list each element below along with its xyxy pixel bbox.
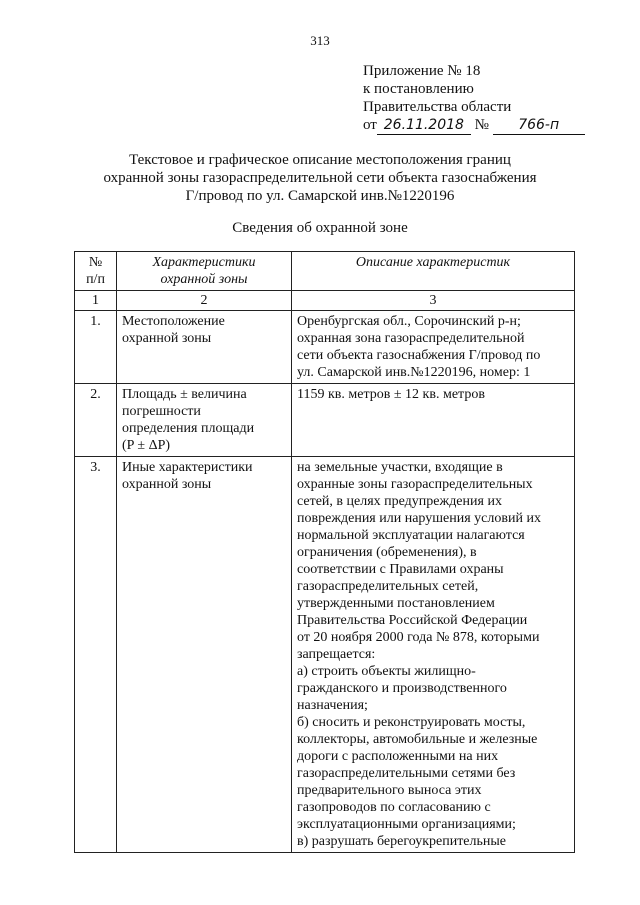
appendix-line-resolution: к постановлению bbox=[363, 81, 474, 97]
header-description bbox=[292, 252, 575, 291]
desc-line: назначения; bbox=[297, 698, 368, 713]
row-description bbox=[292, 311, 575, 384]
protected-zone-table bbox=[74, 251, 575, 853]
char-line: Площадь ± величина bbox=[122, 387, 247, 402]
desc-line: ул. Самарской инв.№1220196, номер: 1 bbox=[297, 365, 531, 380]
row-description bbox=[292, 384, 575, 457]
header-desc-text: Описание характеристик bbox=[355, 255, 511, 270]
table-row bbox=[75, 311, 575, 384]
desc-line: запрещается: bbox=[297, 647, 376, 662]
desc-line: сетей, в целях предупреждения их bbox=[297, 494, 502, 509]
document-heading bbox=[0, 151, 640, 205]
page-number: 313 bbox=[310, 33, 330, 48]
date-prefix: от bbox=[363, 117, 377, 133]
desc-line: б) сносить и реконструировать мосты, bbox=[297, 715, 526, 730]
char-line: охранной зоны bbox=[122, 331, 212, 346]
table-row bbox=[75, 457, 575, 853]
char-line: погрешности bbox=[122, 404, 201, 419]
desc-line: эксплуатационными организациями; bbox=[297, 817, 516, 832]
desc-line: газораспределительными сетями без bbox=[297, 766, 516, 781]
desc-line: предварительного выноса этих bbox=[297, 783, 482, 798]
column-number: 3 bbox=[292, 291, 575, 311]
heading-line-2: охранной зоны газораспределительной сети объекта газоснабжения bbox=[103, 170, 537, 186]
char-line: определения площади bbox=[122, 421, 255, 436]
row-characteristic bbox=[117, 384, 292, 457]
desc-line: утвержденными постановлением bbox=[297, 596, 495, 611]
header-char-line-2: охранной зоны bbox=[160, 272, 248, 287]
desc-line: гражданского и производственного bbox=[297, 681, 507, 696]
handwritten-number: 766-п bbox=[518, 117, 560, 133]
desc-line: а) строить объекты жилищно- bbox=[297, 664, 476, 679]
desc-line: нормальной эксплуатации налагаются bbox=[297, 528, 525, 543]
char-line: Местоположение bbox=[122, 314, 225, 329]
number-prefix: № bbox=[474, 117, 489, 133]
row-description bbox=[292, 457, 575, 853]
desc-line: на земельные участки, входящие в bbox=[297, 460, 503, 475]
desc-line: ограничения (обременения), в bbox=[297, 545, 477, 560]
char-line: Иные характеристики bbox=[122, 460, 253, 475]
desc-line: охранные зоны газораспределительных bbox=[297, 477, 533, 492]
column-number-row bbox=[75, 291, 575, 311]
heading-line-1: Текстовое и графическое описание местоположения границ bbox=[129, 152, 511, 168]
desc-line: Правительства Российской Федерации bbox=[297, 613, 528, 628]
header-char-line-1: Характеристики bbox=[152, 255, 256, 270]
desc-line: охранная зона газораспределительной bbox=[297, 331, 525, 346]
header-num-symbol: № bbox=[88, 255, 103, 270]
section-subtitle: Сведения об охранной зоне bbox=[232, 220, 408, 236]
desc-line: коллекторы, автомобильные и железные bbox=[297, 732, 538, 747]
row-characteristic bbox=[117, 457, 292, 853]
desc-line: газопроводов по согласованию с bbox=[297, 800, 491, 815]
appendix-title: Приложение № 18 bbox=[363, 63, 481, 79]
row-number: 3. bbox=[75, 457, 117, 853]
desc-line: соответствии с Правилами охраны bbox=[297, 562, 504, 577]
row-number: 2. bbox=[75, 384, 117, 457]
appendix-line-government: Правительства области bbox=[363, 99, 512, 115]
desc-line: в) разрушать берегоукрепительные bbox=[297, 834, 507, 849]
appendix-date-line bbox=[363, 116, 585, 135]
table-header-row bbox=[75, 252, 575, 291]
char-line: (P ± ΔP) bbox=[122, 438, 171, 453]
column-number: 1 bbox=[75, 291, 117, 311]
desc-line: газораспределительных сетей, bbox=[297, 579, 479, 594]
handwritten-date: 26.11.2018 bbox=[383, 117, 464, 133]
desc-line: от 20 ноября 2000 года № 878, которыми bbox=[297, 630, 540, 645]
row-characteristic bbox=[117, 311, 292, 384]
desc-line: дороги с расположенными на них bbox=[297, 749, 499, 764]
column-number: 2 bbox=[117, 291, 292, 311]
header-characteristics bbox=[117, 252, 292, 291]
desc-line: сети объекта газоснабжения Г/провод по bbox=[297, 348, 541, 363]
appendix-block bbox=[363, 62, 585, 135]
header-num bbox=[75, 252, 117, 291]
header-num-label: п/п bbox=[86, 272, 105, 287]
row-number: 1. bbox=[75, 311, 117, 384]
desc-line: 1159 кв. метров ± 12 кв. метров bbox=[297, 387, 485, 402]
desc-line: повреждения или нарушения условий их bbox=[297, 511, 541, 526]
heading-line-3: Г/провод по ул. Самарской инв.№1220196 bbox=[185, 188, 455, 204]
desc-line: Оренбургская обл., Сорочинский р-н; bbox=[297, 314, 521, 329]
char-line: охранной зоны bbox=[122, 477, 212, 492]
table-row bbox=[75, 384, 575, 457]
